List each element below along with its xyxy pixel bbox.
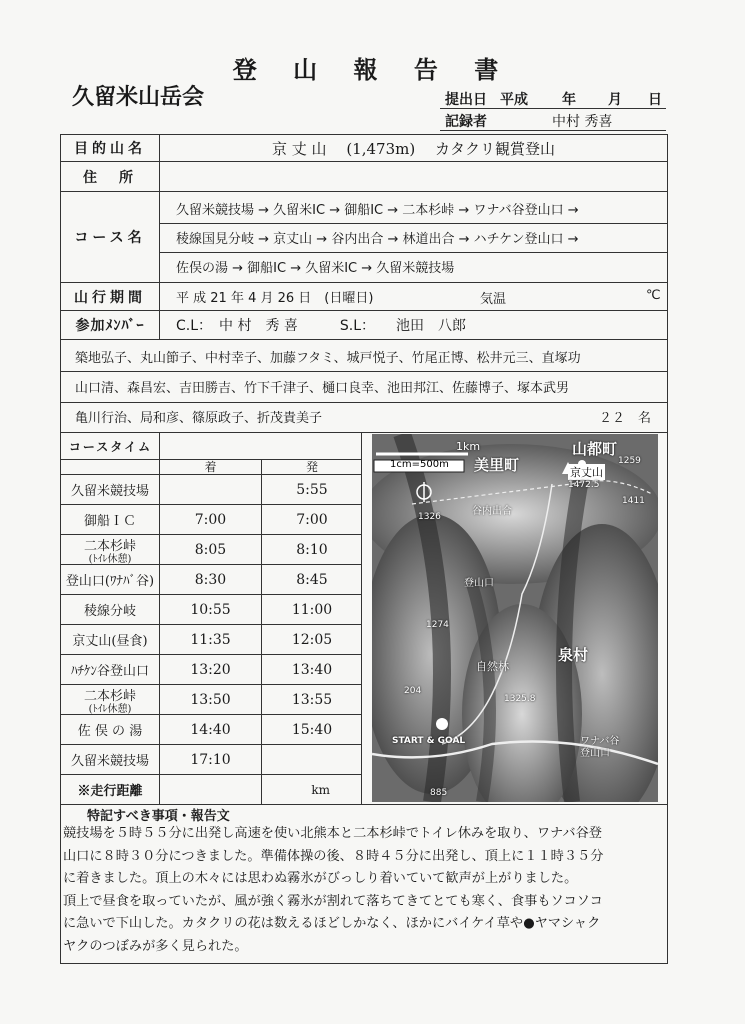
place-name: 久留米競技場 bbox=[70, 484, 149, 499]
submit-date-row bbox=[440, 88, 666, 109]
map-town-yamato: 山都町 bbox=[572, 440, 618, 458]
submit-era: 平成 bbox=[500, 92, 528, 108]
course-time-place bbox=[61, 475, 159, 504]
course-time-arrive: 13:20 bbox=[190, 661, 231, 678]
course-label: コース名 bbox=[60, 191, 160, 283]
divider bbox=[160, 252, 667, 253]
place-name: 久留米競技場 bbox=[70, 754, 149, 769]
report-line: に着きました。頂上の木々には思わぬ霧氷がびっしり着いていて歓声が上がりました。 bbox=[63, 871, 578, 887]
recorder-name: 中村 秀喜 bbox=[552, 114, 613, 130]
map-town-misato: 美里町 bbox=[474, 456, 520, 474]
course-box bbox=[159, 191, 668, 283]
map-scale: 1cm=500m bbox=[390, 459, 449, 470]
members-label: 参加ﾒﾝﾊﾞｰ bbox=[60, 310, 160, 340]
map-peak-elev: 1472.5 bbox=[568, 480, 600, 490]
course-time-place bbox=[61, 595, 159, 624]
divider bbox=[61, 371, 667, 372]
map-elev: 1325.8 bbox=[504, 694, 536, 704]
temp-unit: ℃ bbox=[646, 288, 661, 303]
report-line: 頂上で昼食を取っていたが、風が強く霧氷が割れて落ちてきてとても寒く、食事もソコソコ bbox=[63, 893, 603, 909]
map-elev: 1326 bbox=[418, 512, 441, 522]
course-time-place bbox=[61, 685, 159, 714]
course-time-arrive: 17:10 bbox=[190, 751, 231, 768]
map-wanaba-trailhead: 登山口 bbox=[580, 748, 610, 759]
place-name: ﾊﾁｹﾝ谷登山口 bbox=[70, 664, 149, 679]
map-elev: 1259 bbox=[618, 456, 641, 466]
course-time-place bbox=[61, 625, 159, 654]
report-body bbox=[63, 823, 667, 959]
place-name: 御船ＩＣ bbox=[83, 514, 136, 529]
submit-label: 提出日 bbox=[445, 92, 487, 108]
member-line: 山口清、森昌宏、吉田勝吉、竹下千津子、樋口良幸、池田邦江、佐藤博子、塚本武男 bbox=[75, 380, 570, 396]
recorder-label: 記録者 bbox=[445, 114, 487, 130]
distance-unit: km bbox=[311, 782, 330, 797]
route-map bbox=[372, 434, 658, 802]
map-trailhead: 登山口 bbox=[464, 578, 494, 589]
report-heading: 特記すべき事項・報告文 bbox=[87, 809, 230, 824]
place-name: 稜線分岐 bbox=[83, 604, 136, 619]
place-name: 登山口(ﾜﾅﾊﾞ谷) bbox=[65, 574, 155, 589]
place-name: 佐 俣 の 湯 bbox=[77, 724, 143, 739]
course-time-place bbox=[61, 505, 159, 534]
course-time-place bbox=[61, 715, 159, 744]
course-time-depart: 11:00 bbox=[291, 601, 333, 618]
course-time-depart: 13:40 bbox=[291, 661, 333, 678]
member-list bbox=[60, 339, 668, 433]
member-line: 築地弘子、丸山節子、中村幸子、加藤フタミ、城戸悦子、竹尾正博、松井元三、直塚功 bbox=[75, 350, 581, 366]
course-line: 佐俣の湯 → 御船IC → 久留米IC → 久留米競技場 bbox=[176, 260, 455, 276]
course-time-place bbox=[61, 655, 159, 684]
member-line: 亀川行治、局和彦、篠原政子、折茂貴美子 bbox=[75, 410, 323, 426]
submit-day: 日 bbox=[648, 92, 662, 108]
col-depart: 発 bbox=[305, 460, 318, 474]
map-peak-name: 京丈山 bbox=[570, 466, 603, 479]
course-time-arrive: 13:50 bbox=[190, 691, 231, 708]
course-time-depart: 5:55 bbox=[296, 481, 328, 498]
course-time-arrive: 14:40 bbox=[190, 721, 231, 738]
map-yanai: 谷内出合 bbox=[472, 506, 512, 517]
submit-year: 年 bbox=[562, 92, 576, 108]
temp-label: 気温 bbox=[480, 292, 507, 307]
target-value: 京 丈 山 (1,473m) カタクリ観賞登山 bbox=[159, 134, 668, 162]
course-time-arrive: 8:30 bbox=[194, 571, 227, 588]
course-time-arrive: 8:05 bbox=[194, 541, 227, 558]
report-line: に急いで下山した。カタクリの花は数えるほどしかなく、ほかにバイケイ草や●ヤマシャク bbox=[63, 916, 601, 932]
course-time-depart: 15:40 bbox=[291, 721, 333, 738]
divider bbox=[160, 223, 667, 224]
period-label: 山行期間 bbox=[60, 282, 160, 311]
course-time-depart: 8:45 bbox=[296, 571, 328, 588]
place-name: 二本杉峠 bbox=[83, 688, 136, 704]
target-label: 目的山名 bbox=[60, 134, 160, 162]
course-time-place bbox=[61, 565, 159, 594]
course-time-arrive: 10:55 bbox=[190, 601, 231, 618]
course-time-depart: 13:55 bbox=[291, 691, 333, 708]
course-time-place bbox=[61, 745, 159, 774]
period-row bbox=[159, 282, 668, 311]
map-wanaba: ワナバ谷 bbox=[580, 736, 620, 747]
map-scale-km: 1km bbox=[456, 440, 481, 453]
course-time-depart: 12:05 bbox=[291, 631, 333, 648]
distance-label: ※走行距離 bbox=[77, 784, 143, 799]
address-label: 住 所 bbox=[60, 161, 160, 192]
map-nature: 自然林 bbox=[476, 660, 509, 673]
report-line: 競技場を５時５５分に出発し高速を使い北熊本と二本杉峠でトイレ休みを取り、ワナバ谷登 bbox=[63, 826, 602, 841]
course-time-depart: 7:00 bbox=[296, 511, 328, 528]
report-line: ヤクのつぼみが多く見られた。 bbox=[63, 938, 248, 954]
course-time-depart bbox=[262, 745, 362, 774]
map-elev: 1274 bbox=[426, 620, 449, 630]
course-time-place bbox=[61, 535, 159, 564]
course-time-depart: 8:10 bbox=[296, 541, 328, 558]
submit-month: 月 bbox=[608, 92, 622, 108]
course-time-arrive: 11:35 bbox=[190, 631, 231, 648]
map-elev: 204 bbox=[404, 686, 422, 696]
recorder-row bbox=[440, 110, 666, 131]
map-elev: 1411 bbox=[622, 496, 645, 506]
place-note: (ﾄｲﾚ休憩) bbox=[88, 553, 132, 565]
course-time-label: コースタイム bbox=[68, 439, 153, 454]
report-line: 山口に８時３０分につきました。準備体操の後、８時４５分に出発し、頂上に１１時３５分 bbox=[63, 848, 604, 864]
address-value bbox=[159, 161, 668, 192]
place-note: (ﾄｲﾚ休憩) bbox=[88, 703, 132, 715]
divider bbox=[61, 402, 667, 403]
report-box bbox=[60, 804, 668, 964]
map-start-goal: START & GOAL bbox=[392, 736, 466, 746]
member-count: ２２ 名 bbox=[599, 410, 652, 426]
course-line: 稜線国見分岐 → 京丈山 → 谷内出合 → 林道出合 → ハチケン登山口 → bbox=[176, 231, 579, 247]
place-name: 二本杉峠 bbox=[83, 538, 136, 554]
period-value: 平 成 21 年 4 月 26 日 (日曜日) bbox=[176, 291, 374, 306]
document-title: 登 山 報 告 書 bbox=[232, 55, 513, 84]
course-line: 久留米競技場 → 久留米IC → 御船IC → 二本杉峠 → ワナバ谷登山口 → bbox=[176, 202, 579, 218]
map-village-izumi: 泉村 bbox=[558, 646, 589, 664]
map-elev: 885 bbox=[430, 788, 448, 798]
members-leaders: C.L： 中 村 秀 喜 S.L： 池田 八郎 bbox=[159, 310, 668, 340]
place-name: 京丈山(昼食) bbox=[72, 634, 148, 649]
course-time-arrive: 7:00 bbox=[194, 511, 227, 528]
col-arrive: 着 bbox=[204, 460, 217, 474]
course-time-arrive bbox=[160, 475, 261, 504]
club-name: 久留米山岳会 bbox=[72, 84, 205, 110]
